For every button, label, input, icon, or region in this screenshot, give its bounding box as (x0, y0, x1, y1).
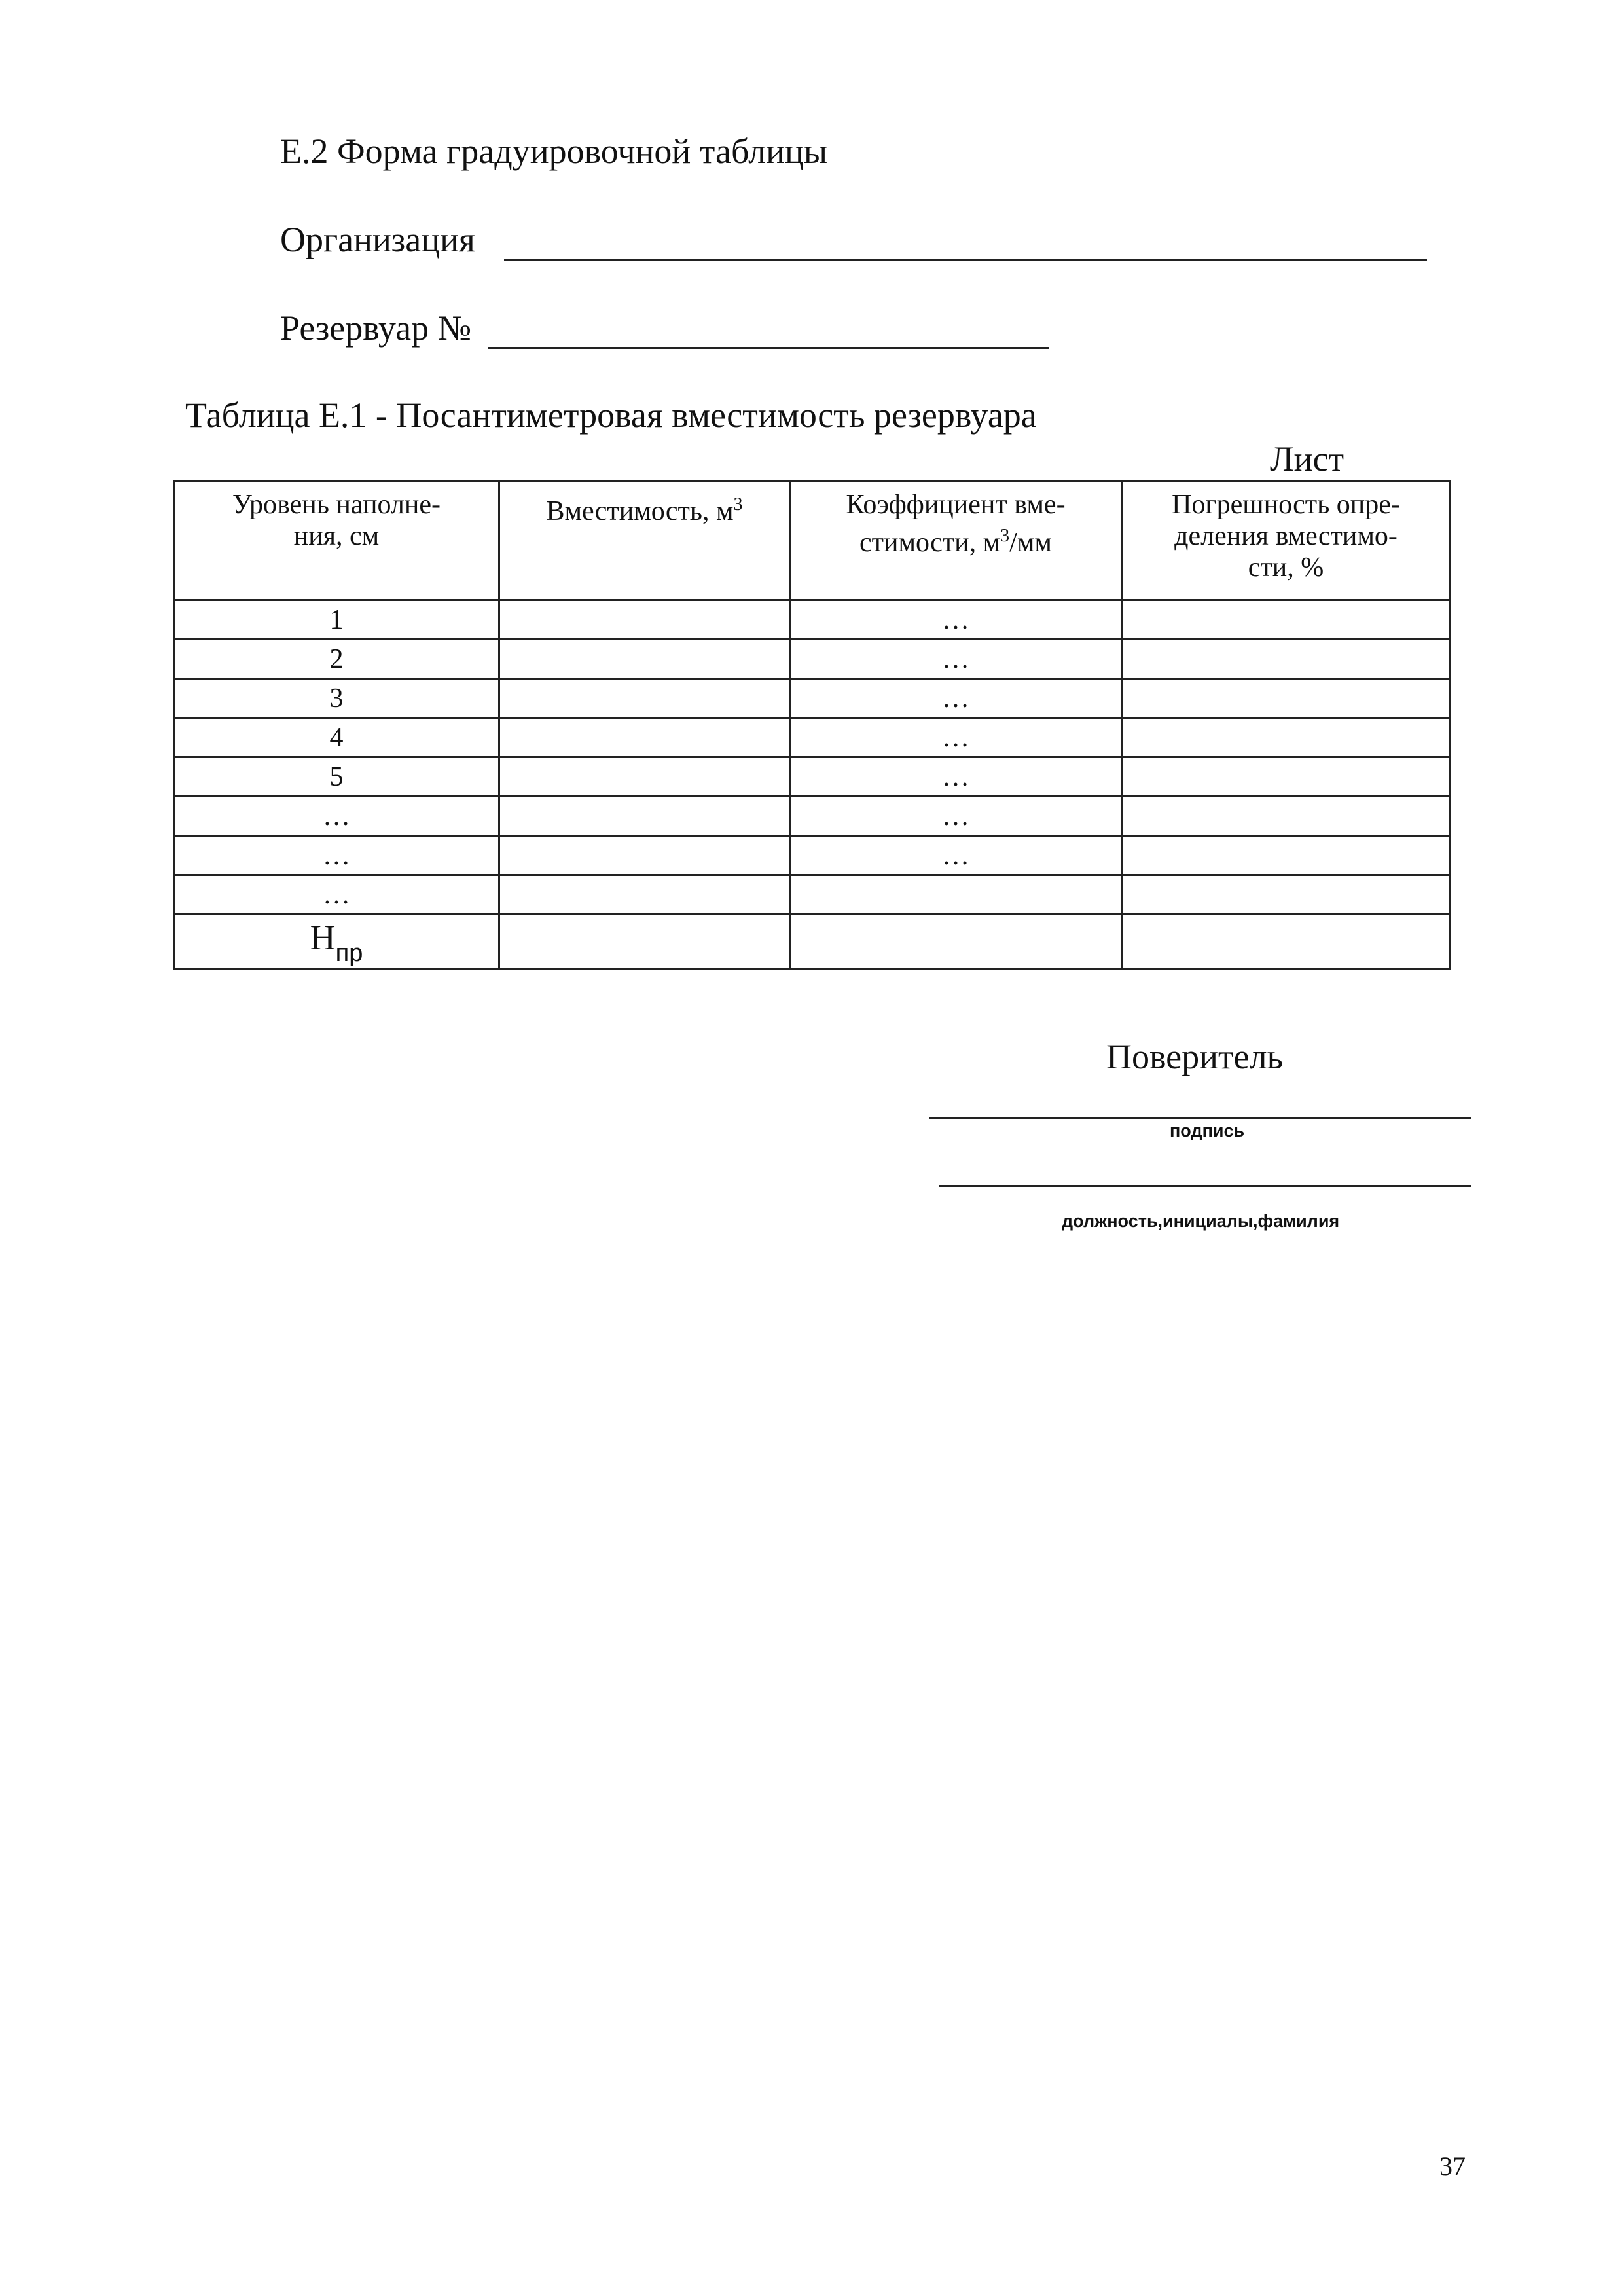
organization-label: Организация (280, 220, 475, 259)
position-line[interactable] (939, 1185, 1471, 1187)
table-cell: … (942, 723, 969, 753)
header-capacity-coefficient: Коэффициент вме- стимости, $м^3/мм$ (846, 490, 1066, 558)
max-level-cell: $H_{пр}$ (310, 918, 363, 967)
reservoir-number-field[interactable] (488, 347, 1049, 349)
table-cell: … (323, 801, 350, 831)
table-cell: … (323, 880, 350, 910)
table-cell: … (942, 644, 969, 674)
table-cell: … (942, 683, 969, 714)
capacity-table (173, 480, 1451, 970)
table-cell: … (942, 841, 969, 871)
verifier-label: Поверитель (1106, 1037, 1284, 1076)
position-caption: должность,инициалы,фамилия (1062, 1211, 1340, 1231)
reservoir-label: Резервуар № (280, 308, 472, 348)
table-cell: … (942, 605, 969, 635)
table-cell: 3 (329, 683, 344, 714)
table-cell: 4 (329, 723, 344, 753)
header-fill-level: Уровень наполне- ния, см (232, 490, 441, 551)
table-cell: … (942, 762, 969, 792)
signature-line[interactable] (929, 1117, 1471, 1119)
header-capacity: Вместимость, $м^3$ (546, 494, 743, 526)
section-title: Е.2 Форма градуировочной таблицы (280, 132, 828, 171)
organization-field[interactable] (504, 259, 1427, 261)
page-number: 37 (1439, 2151, 1466, 2181)
table-caption: Таблица Е.1 - Посантиметровая вместимость резервуара (185, 395, 1037, 435)
table-cell: … (942, 801, 969, 831)
table-cell: … (323, 841, 350, 871)
table-cell: 5 (329, 762, 344, 792)
sheet-label: Лист (1270, 439, 1344, 479)
signature-caption: подпись (1170, 1121, 1245, 1140)
header-capacity-error: Погрешность опре- деления вместимо- сти, % (1172, 490, 1400, 583)
table-cell: 1 (329, 605, 344, 635)
table-cell: 2 (329, 644, 344, 674)
